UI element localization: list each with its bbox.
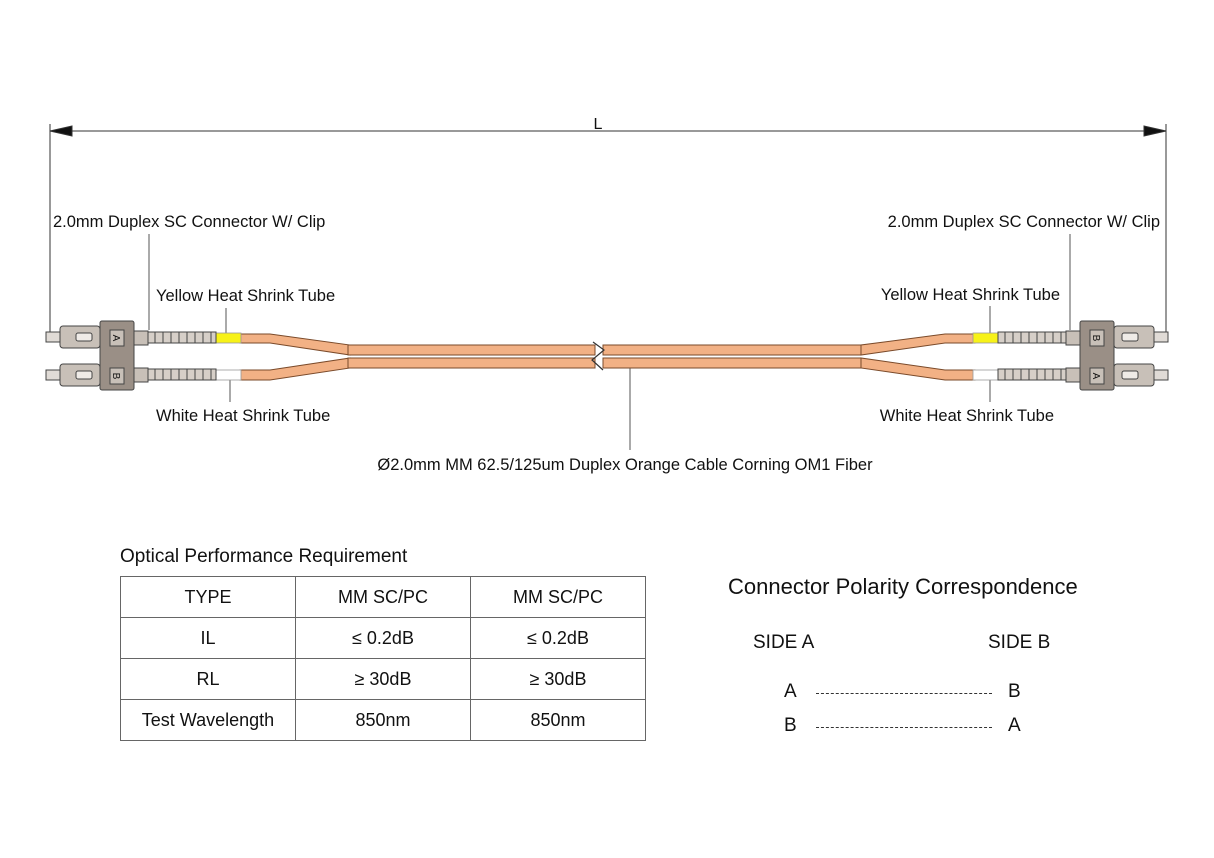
table-cell: RL xyxy=(121,659,296,700)
right-duplex-connector xyxy=(998,321,1168,390)
pair-dash xyxy=(816,727,992,728)
right-white-tube xyxy=(973,370,998,380)
polarity-pair xyxy=(728,715,1048,739)
pair-dash xyxy=(816,693,992,694)
table-cell: MM SC/PC xyxy=(471,577,646,618)
left-connector-label: 2.0mm Duplex SC Connector W/ Clip xyxy=(53,213,326,231)
right-yellow-tube xyxy=(973,333,998,343)
table-row xyxy=(121,700,646,741)
left-yellow-tube xyxy=(216,333,241,343)
polarity-pair xyxy=(728,681,1048,705)
pair-side-b: B xyxy=(1008,681,1021,702)
performance-table xyxy=(120,576,646,741)
left-yellow-label: Yellow Heat Shrink Tube xyxy=(156,287,336,305)
table-cell: 850nm xyxy=(471,700,646,741)
duplex-cable xyxy=(240,334,975,380)
table-cell: IL xyxy=(121,618,296,659)
length-dimension xyxy=(50,124,1166,338)
cable-label: Ø2.0mm MM 62.5/125um Duplex Orange Cable Corning OM1 Fiber xyxy=(377,456,873,474)
table-cell: ≥ 30dB xyxy=(471,659,646,700)
polarity-panel xyxy=(728,574,1148,754)
length-label: L xyxy=(593,116,603,133)
polarity-title: Connector Polarity Correspondence xyxy=(728,574,1078,599)
table-row xyxy=(121,659,646,700)
table-cell: ≤ 0.2dB xyxy=(296,618,471,659)
side-b-label: SIDE B xyxy=(988,632,1051,653)
side-a-label: SIDE A xyxy=(753,632,815,653)
right-yellow-label: Yellow Heat Shrink Tube xyxy=(880,286,1060,304)
pair-side-a: A xyxy=(784,681,797,702)
table-cell: 850nm xyxy=(296,700,471,741)
table-cell: MM SC/PC xyxy=(296,577,471,618)
left-bottom-letter: B xyxy=(110,372,121,380)
right-top-letter: B xyxy=(1090,334,1101,342)
table-cell: ≥ 30dB xyxy=(296,659,471,700)
table-cell: Test Wavelength xyxy=(121,700,296,741)
left-top-letter: A xyxy=(110,334,121,342)
left-white-label: White Heat Shrink Tube xyxy=(156,407,331,425)
table-cell: TYPE xyxy=(121,577,296,618)
left-white-tube xyxy=(216,370,241,380)
right-white-label: White Heat Shrink Tube xyxy=(879,407,1054,425)
table-row xyxy=(121,618,646,659)
table-cell: ≤ 0.2dB xyxy=(471,618,646,659)
performance-title: Optical Performance Requirement xyxy=(120,546,408,567)
pair-side-a: B xyxy=(784,715,797,736)
left-duplex-connector xyxy=(46,321,216,390)
table-row xyxy=(121,577,646,618)
right-bottom-letter: A xyxy=(1090,372,1101,380)
right-connector-label: 2.0mm Duplex SC Connector W/ Clip xyxy=(887,213,1160,231)
pair-side-b: A xyxy=(1008,715,1021,736)
